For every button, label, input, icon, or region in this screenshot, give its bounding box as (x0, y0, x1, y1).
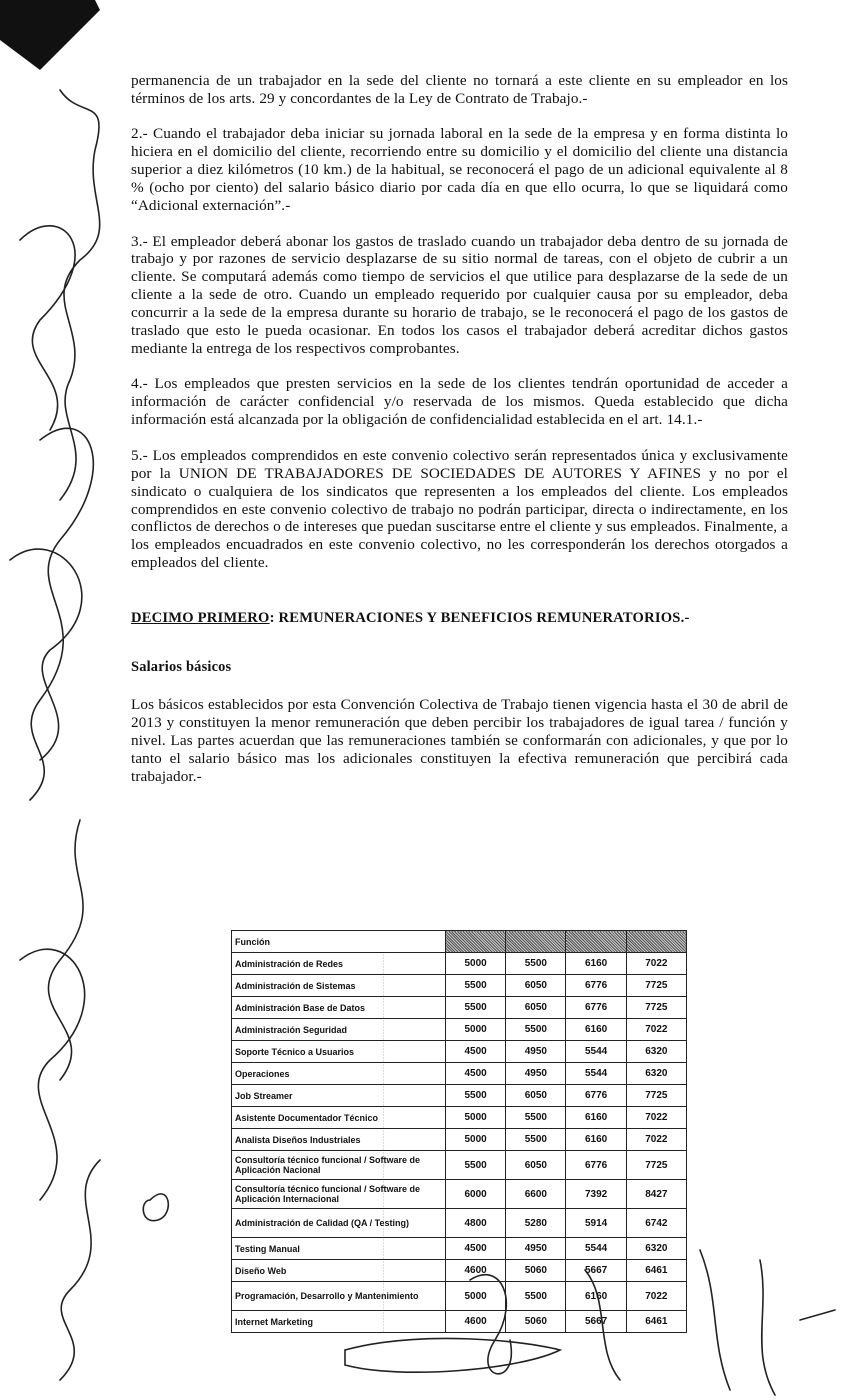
salary-value-cell: 6160 (566, 1129, 626, 1151)
table-row (232, 1311, 687, 1333)
header-shaded (506, 931, 566, 953)
salary-value-cell: 5500 (506, 1282, 566, 1311)
function-cell: Administración Base de Datos (232, 997, 446, 1019)
paragraph-basicos: Los básicos establecidos por esta Convención Colectiva de Trabajo tienen vigencia hasta el 30 de abril de 2013 y constituyen la menor remuneración que deben percibir los trabajadores de igual tarea / función y nivel. Las partes acuerdan que las remuneraciones también se conformarán con adicionales, y que por lo tanto el salario básico mas los adicionales constituyen la efectiva remuneración que percibirá cada trabajador.- (131, 696, 788, 785)
salary-value-cell: 8427 (626, 1180, 686, 1209)
salary-value-cell: 4600 (446, 1260, 506, 1282)
table-row (232, 997, 687, 1019)
salary-value-cell: 5000 (446, 1282, 506, 1311)
salary-value-cell: 6461 (626, 1311, 686, 1333)
paragraph-item-3: 3.- El empleador deberá abonar los gastos de traslado cuando un trabajador deba dentro de su jornada de trabajo y por razones de servicio desplazarse de su sitio normal de tareas, con el objeto de cubrir a un cliente. Se computará además como tiempo de servicios el que utilice para desplazarse de la sede de un cliente a la sede de otro. Cuando un empleado requerido por cualquier causa por su empleador, deba concurrir a la sede de la empresa durante su horario de trabajo, se le reconocerá el pago de los gastos de traslado que esto le pueda ocasionar. En todos los casos el trabajador deberá acreditar dichos gastos mediante la entrega de los respectivos comprobantes. (131, 232, 788, 357)
salary-value-cell: 7022 (626, 953, 686, 975)
function-cell: Administración de Calidad (QA / Testing) (232, 1209, 446, 1238)
salary-value-cell: 4600 (446, 1311, 506, 1333)
function-cell: Testing Manual (232, 1238, 446, 1260)
function-cell: Administración de Sistemas (232, 975, 446, 997)
salary-table-header (232, 931, 687, 953)
function-cell: Administración de Redes (232, 953, 446, 975)
salary-value-cell: 5544 (566, 1238, 626, 1260)
salary-value-cell: 6050 (506, 1151, 566, 1180)
paragraph-item-2: 2.- Cuando el trabajador deba iniciar su jornada laboral en la sede de la empresa y en forma distinta lo hiciera en el domicilio del cliente, recorriendo entre su domicilio y el domicilio del cliente una distancia superior a diez kilómetros (10 km.) de la habitual, se reconocerá el pago de un adicional equivalente al 8 % (ocho por ciento) del salario básico diario por cada día en que ello ocurra, lo que se liquidará como “Adicional externación”.- (131, 125, 788, 215)
section-heading: DECIMO PRIMERO: REMUNERACIONES Y BENEFICIOS REMUNERATORIOS.- (131, 610, 690, 627)
salary-value-cell: 5060 (506, 1311, 566, 1333)
salary-value-cell: 5000 (446, 1019, 506, 1041)
salary-value-cell: 6000 (446, 1180, 506, 1209)
salary-value-cell: 6050 (506, 975, 566, 997)
salary-value-cell: 6160 (566, 1282, 626, 1311)
salary-value-cell: 5500 (446, 1151, 506, 1180)
salary-value-cell: 7392 (566, 1180, 626, 1209)
table-row (232, 1260, 687, 1282)
salary-value-cell: 6160 (566, 1107, 626, 1129)
salary-value-cell: 5500 (506, 1019, 566, 1041)
salary-value-cell: 7725 (626, 997, 686, 1019)
table-row (232, 1209, 687, 1238)
salary-value-cell: 6320 (626, 1063, 686, 1085)
salary-value-cell: 6776 (566, 1151, 626, 1180)
salary-value-cell: 6320 (626, 1041, 686, 1063)
salary-value-cell: 4500 (446, 1238, 506, 1260)
table-row (232, 1238, 687, 1260)
salary-value-cell: 6160 (566, 953, 626, 975)
function-cell: Analista Diseños Industriales (232, 1129, 446, 1151)
document-body (131, 72, 788, 786)
salary-value-cell: 6776 (566, 975, 626, 997)
paragraph-item-5: 5.- Los empleados comprendidos en este convenio colectivo serán representados única y exclusivamente por la UNION DE TRABAJADORES DE SOCIEDADES DE AUTORES Y AFINES y no por el sindicato o cualquiera de los sindicatos que representen a los empleados del cliente. Los empleados comprendidos en este convenio colectivo de trabajo no podrán participar, directa o indirectamente, en los conflictos de derechos o de intereses que puedan suscitarse entre el cliente y sus empleados. Finalmente, a los empleados encuadrados en este convenio colectivo, no les corresponderán los derechos otorgados a empleados del cliente. (131, 446, 788, 572)
salary-value-cell: 4500 (446, 1063, 506, 1085)
function-cell: Job Streamer (232, 1085, 446, 1107)
salary-value-cell: 7022 (626, 1282, 686, 1311)
table-row (232, 1085, 687, 1107)
salary-value-cell: 6461 (626, 1260, 686, 1282)
table-row (232, 975, 687, 997)
salary-value-cell: 7725 (626, 1085, 686, 1107)
salary-value-cell: 5500 (446, 997, 506, 1019)
table-row (232, 1151, 687, 1180)
function-cell: Consultoría técnico funcional / Software de Aplicación Nacional (232, 1151, 446, 1180)
salary-value-cell: 5000 (446, 1107, 506, 1129)
salary-table (231, 930, 687, 1333)
salary-value-cell: 4500 (446, 1041, 506, 1063)
table-row (232, 1129, 687, 1151)
header-shaded (446, 931, 506, 953)
function-cell: Administración Seguridad (232, 1019, 446, 1041)
table-row (232, 1180, 687, 1209)
salary-value-cell: 5914 (566, 1209, 626, 1238)
salary-value-cell: 5500 (446, 975, 506, 997)
header-funcion: Función (232, 931, 446, 953)
salary-value-cell: 5500 (506, 1107, 566, 1129)
paragraph-permanencia: permanencia de un trabajador en la sede del cliente no tornará a este cliente en su empleador en los términos de los arts. 29 y concordantes de la Ley de Contrato de Trabajo.- (131, 72, 788, 107)
function-cell: Diseño Web (232, 1260, 446, 1282)
salary-value-cell: 7022 (626, 1107, 686, 1129)
function-cell: Soporte Técnico a Usuarios (232, 1041, 446, 1063)
header-shaded (626, 931, 686, 953)
table-row (232, 1041, 687, 1063)
table-row (232, 953, 687, 975)
salary-value-cell: 5280 (506, 1209, 566, 1238)
salary-value-cell: 6776 (566, 1085, 626, 1107)
salary-value-cell: 5500 (506, 1129, 566, 1151)
salary-value-cell: 4800 (446, 1209, 506, 1238)
salary-value-cell: 5500 (506, 953, 566, 975)
function-cell: Consultoría técnico funcional / Software de Aplicación Internacional (232, 1180, 446, 1209)
salary-value-cell: 4950 (506, 1041, 566, 1063)
salary-value-cell: 6776 (566, 997, 626, 1019)
table-row (232, 1282, 687, 1311)
salary-value-cell: 7022 (626, 1129, 686, 1151)
salary-value-cell: 4950 (506, 1238, 566, 1260)
table-row (232, 1019, 687, 1041)
salary-value-cell: 7725 (626, 975, 686, 997)
salary-value-cell: 7725 (626, 1151, 686, 1180)
salary-value-cell: 5667 (566, 1311, 626, 1333)
salary-value-cell: 6320 (626, 1238, 686, 1260)
salary-value-cell: 5544 (566, 1041, 626, 1063)
salary-value-cell: 7022 (626, 1019, 686, 1041)
function-cell: Operaciones (232, 1063, 446, 1085)
function-cell: Internet Marketing (232, 1311, 446, 1333)
salary-value-cell: 6050 (506, 1085, 566, 1107)
paragraph-item-4: 4.- Los empleados que presten servicios en la sede de los clientes tendrán oportunidad de acceder a información de carácter confidencial y/o reservada de los mismos. Queda establecido que dicha información está alcanzada por la obligación de confidencialidad establecida en el art. 14.1.- (131, 375, 788, 429)
salary-value-cell: 6050 (506, 997, 566, 1019)
salary-value-cell: 4950 (506, 1063, 566, 1085)
salary-value-cell: 5000 (446, 1129, 506, 1151)
salary-value-cell: 5000 (446, 953, 506, 975)
salary-value-cell: 5667 (566, 1260, 626, 1282)
salary-value-cell: 5060 (506, 1260, 566, 1282)
salary-value-cell: 5544 (566, 1063, 626, 1085)
salary-value-cell: 6600 (506, 1180, 566, 1209)
sub-heading-salarios: Salarios básicos (131, 659, 232, 676)
table-row (232, 1107, 687, 1129)
function-cell: Asistente Documentador Técnico (232, 1107, 446, 1129)
header-shaded (566, 931, 626, 953)
salary-value-cell: 6160 (566, 1019, 626, 1041)
function-cell: Programación, Desarrollo y Mantenimiento (232, 1282, 446, 1311)
salary-value-cell: 5500 (446, 1085, 506, 1107)
table-row (232, 1063, 687, 1085)
salary-value-cell: 6742 (626, 1209, 686, 1238)
